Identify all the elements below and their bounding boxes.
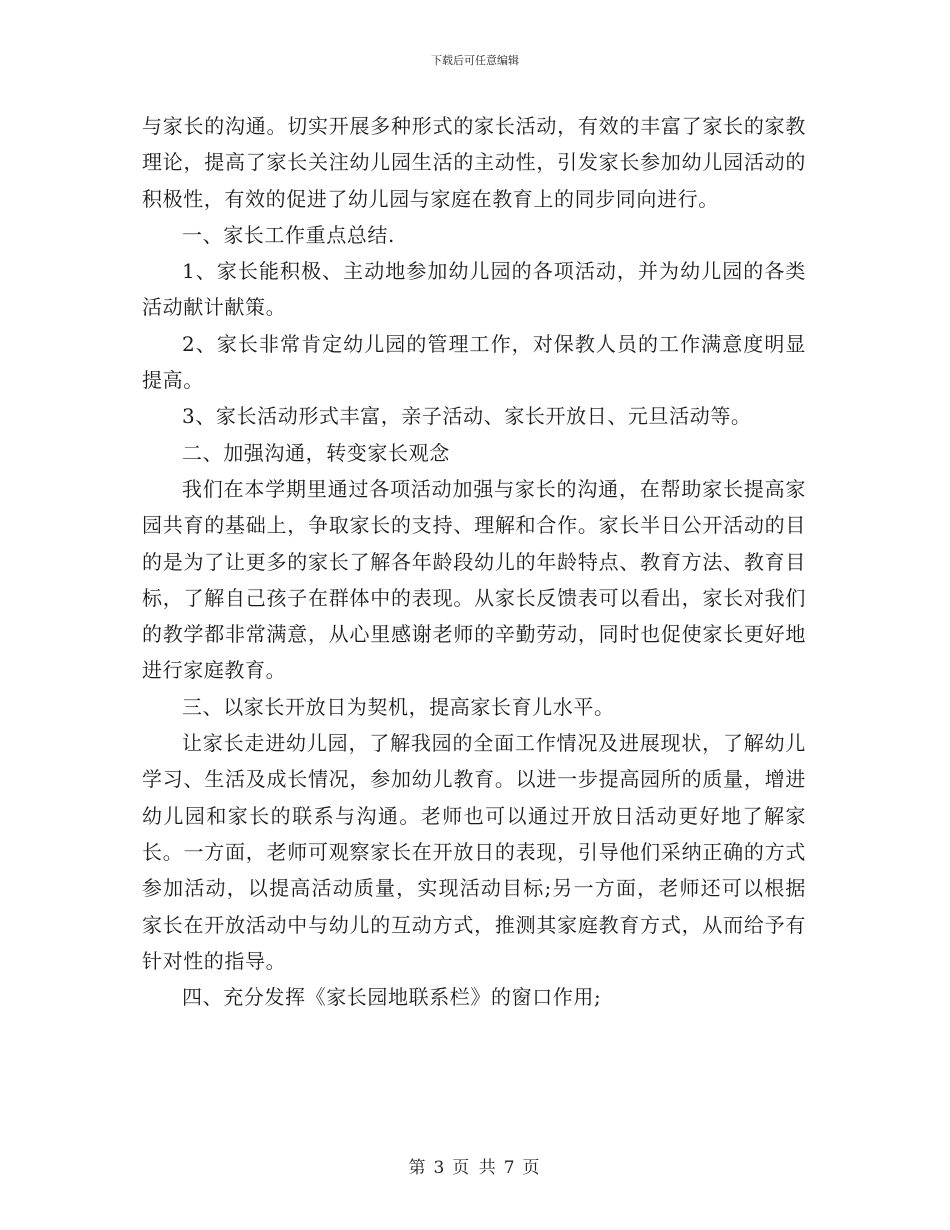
section-heading-4: 四、充分发挥《家长园地联系栏》的窗口作用; — [182, 985, 602, 1010]
footer-middle: 页 共 — [452, 1158, 498, 1178]
footer-suffix: 页 — [522, 1158, 542, 1178]
list-item-3: 3、家长活动形式丰富，亲子活动、家长开放日、元旦活动等。 — [182, 404, 752, 429]
section-heading-2: 二、加强沟通，转变家长观念 — [182, 440, 450, 465]
document-body — [142, 108, 806, 1015]
section-heading-3: 三、以家长开放日为契机，提高家长育儿水平。 — [182, 694, 615, 719]
paragraph-open-day: 让家长走进幼儿园，了解我园的全面工作情况及进展现状，了解幼儿学习、生活及成长情况，参加幼儿教育。以进一步提高园所的质量，增进幼儿园和家长的联系与沟通。老师也可以通过开放日活动更好地了解家长。一方面，老师可观察家长在开放日的表现，引导他们采纳正确的方式参加活动，以提高活动质量，实现活动目标;另一方面，老师还可以根据家长在开放活动中与幼儿的互动方式，推测其家庭教育方式，从而给予有针对性的指导。 — [142, 731, 806, 973]
section-heading-1: 一、家长工作重点总结. — [182, 222, 395, 247]
paragraph-communication: 我们在本学期里通过各项活动加强与家长的沟通，在帮助家长提高家园共育的基础上，争取家长的支持、理解和合作。家长半日公开活动的目的是为了让更多的家长了解各年龄段幼儿的年龄特点、教育方法、教育目标，了解自己孩子在群体中的表现。从家长反馈表可以看出，家长对我们的教学都非常满意，从心里感谢老师的辛勤劳动，同时也促使家长更好地进行家庭教育。 — [142, 476, 806, 683]
page-header: 下载后可任意编辑 — [431, 54, 519, 67]
footer-prefix: 第 — [408, 1158, 428, 1178]
page-total: 7 — [503, 1158, 517, 1178]
list-item-2: 2、家长非常肯定幼儿园的管理工作，对保教人员的工作满意度明显提高。 — [142, 331, 806, 393]
page-number: 3 — [433, 1158, 447, 1178]
list-item-1: 1、家长能积极、主动地参加幼儿园的各项活动，并为幼儿园的各类活动献计献策。 — [142, 259, 806, 320]
paragraph-continuation: 与家长的沟通。切实开展多种形式的家长活动，有效的丰富了家长的家教理论，提高了家长关注幼儿园生活的主动性，引发家长参加幼儿园活动的积极性，有效的促进了幼儿园与家庭在教育上的同步同向进行。 — [142, 114, 806, 211]
page-footer — [0, 1153, 950, 1178]
